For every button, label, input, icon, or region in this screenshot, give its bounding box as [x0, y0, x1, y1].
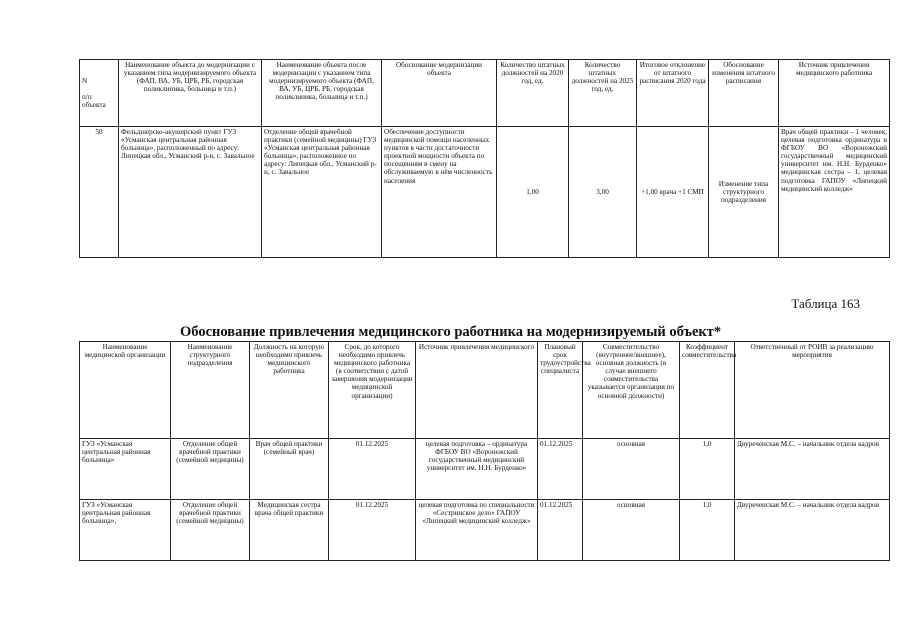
cell-department: Отделение общей врачебной практики (семейной медицины): [171, 500, 250, 561]
cell-source: целевая подготовка по специальности «Сестринское дело» ГАПОУ «Липецкий медицинский колледж»: [416, 500, 538, 561]
header-staff-2020: Количество штатных должностей на 2020 год, ед.: [497, 60, 569, 127]
header-planned-date: Плановый срок трудоустройства специалиста: [538, 342, 583, 439]
cell-deadline: 01.12.2025: [329, 439, 416, 500]
cell-coefficient: 1,0: [680, 500, 735, 561]
table-row: [80, 127, 890, 258]
cell-responsible: Двуреченская М.С. – начальник отдела кадров: [735, 439, 890, 500]
table-row: [80, 500, 890, 561]
header-department: Наименование структурного подразделения: [171, 342, 250, 439]
header-change-reason: Обоснование изменения штатного расписания: [709, 60, 779, 127]
header-part-time: Совместительство (внутреннее/внешнее), основная должность (в случае внешнего совместительства указывается организация по основной должности): [583, 342, 680, 439]
header-object-before: Наименование объекта до модернизации с указанием типа модернизируемого объекта (ФАП, ВА, УБ, ЦРБ, РБ, городская поликлиника, больница и т.п.): [119, 60, 262, 127]
cell-change-reason: Изменение типа структурного подразделения: [709, 127, 779, 258]
cell-planned-date: 01.12.2025: [538, 439, 583, 500]
cell-object-before: Фельдшерско-акушерский пункт ГУЗ «Усманская центральная районная больница», расположенный по адресу: Липецкая обл., Усманский р-н, с. Завальное: [119, 127, 262, 258]
modernization-table: [79, 59, 890, 258]
cell-object-number: 50: [80, 127, 119, 258]
cell-staff-2020: 1,00: [497, 127, 569, 258]
cell-part-time: основная: [583, 500, 680, 561]
cell-coefficient: 1,0: [680, 439, 735, 500]
section-title: Обоснование привлечения медицинского работника на модернизируемый объект*: [180, 324, 722, 340]
cell-object-after: Отделение общей врачебной практики (семейной медицины) ГУЗ «Усманская центральная районная больница», расположенное по адресу: Липецкая обл., Усманский р-н, с. Завальное: [262, 127, 382, 258]
header-object-number: N п/п объекта: [80, 60, 119, 127]
cell-position: Врач общей практики (семейный врач): [250, 439, 329, 500]
cell-organization: ГУЗ «Усманская центральная районная больница»,: [80, 500, 171, 561]
header-source: Источник привлечения медицинского работника: [779, 60, 890, 127]
cell-department: Отделение общей врачебной практики (семейной медицины): [171, 439, 250, 500]
table-caption: Таблица 163: [791, 296, 860, 311]
cell-source: Врач общей практики – 1 человек, целевая подготовка ординатура в ФГБОУ ВО «Воронежский государственный медицинский университет им. Н.Н. Бурденко» медицинская сестра – 1, целевая подготовка ГАПОУ «Липецкий медицинский колледж»: [779, 127, 890, 258]
cell-part-time: основная: [583, 439, 680, 500]
cell-position: Медицинская сестра врача общей практики: [250, 500, 329, 561]
cell-justification: Обеспечение доступности медицинской помощи населенных пунктов в части достаточности проектной мощности объекта по посещениям в смену на обслуживаемую в нём численность населения: [382, 127, 497, 258]
header-deadline: Срок, до которого необходимо привлечь медицинского работника (в соответствии с датой завершения модернизации медицинской организации): [329, 342, 416, 439]
cell-source: целевая подготовка – ординатура ФГБОУ ВО «Воронежский государственный медицинский университет им. Н.Н. Бурденко»: [416, 439, 538, 500]
header-coefficient: Коэффициент совместительства: [680, 342, 735, 439]
header-object-after: Наименование объекта после модернизации с указанием типа модернизируемого объекта (ФАП, ВА, УБ, ЦРБ, РБ, городская поликлиника, больница и т.п.): [262, 60, 382, 127]
header-position: Должность на которую необходимо привлечь медицинского работника: [250, 342, 329, 439]
table-header-row: [80, 60, 890, 127]
cell-deviation: +1,00 врача +1 СМП: [637, 127, 709, 258]
cell-deadline: 01.12.2025: [329, 500, 416, 561]
header-organization: Наименование медицинской организации: [80, 342, 171, 439]
cell-staff-2025: 3,00: [569, 127, 637, 258]
cell-planned-date: 01.12.2025: [538, 500, 583, 561]
header-source: Источник привлечения медицинского: [416, 342, 538, 439]
cell-responsible: Двуреченская М.С. – начальник отдела кадров: [735, 500, 890, 561]
cell-organization: ГУЗ «Усманская центральная районная больница»: [80, 439, 171, 500]
staffing-table: [79, 341, 890, 561]
header-deviation: Итоговое отклонение от штатного расписания 2020 года: [637, 60, 709, 127]
table-row: [80, 439, 890, 500]
table-header-row: [80, 342, 890, 439]
header-responsible: Ответственный от РОИВ за реализацию мероприятия: [735, 342, 890, 439]
header-justification: Обоснование модернизации объекта: [382, 60, 497, 127]
header-staff-2025: Количество штатных должностей на 2025 год, ед.: [569, 60, 637, 127]
